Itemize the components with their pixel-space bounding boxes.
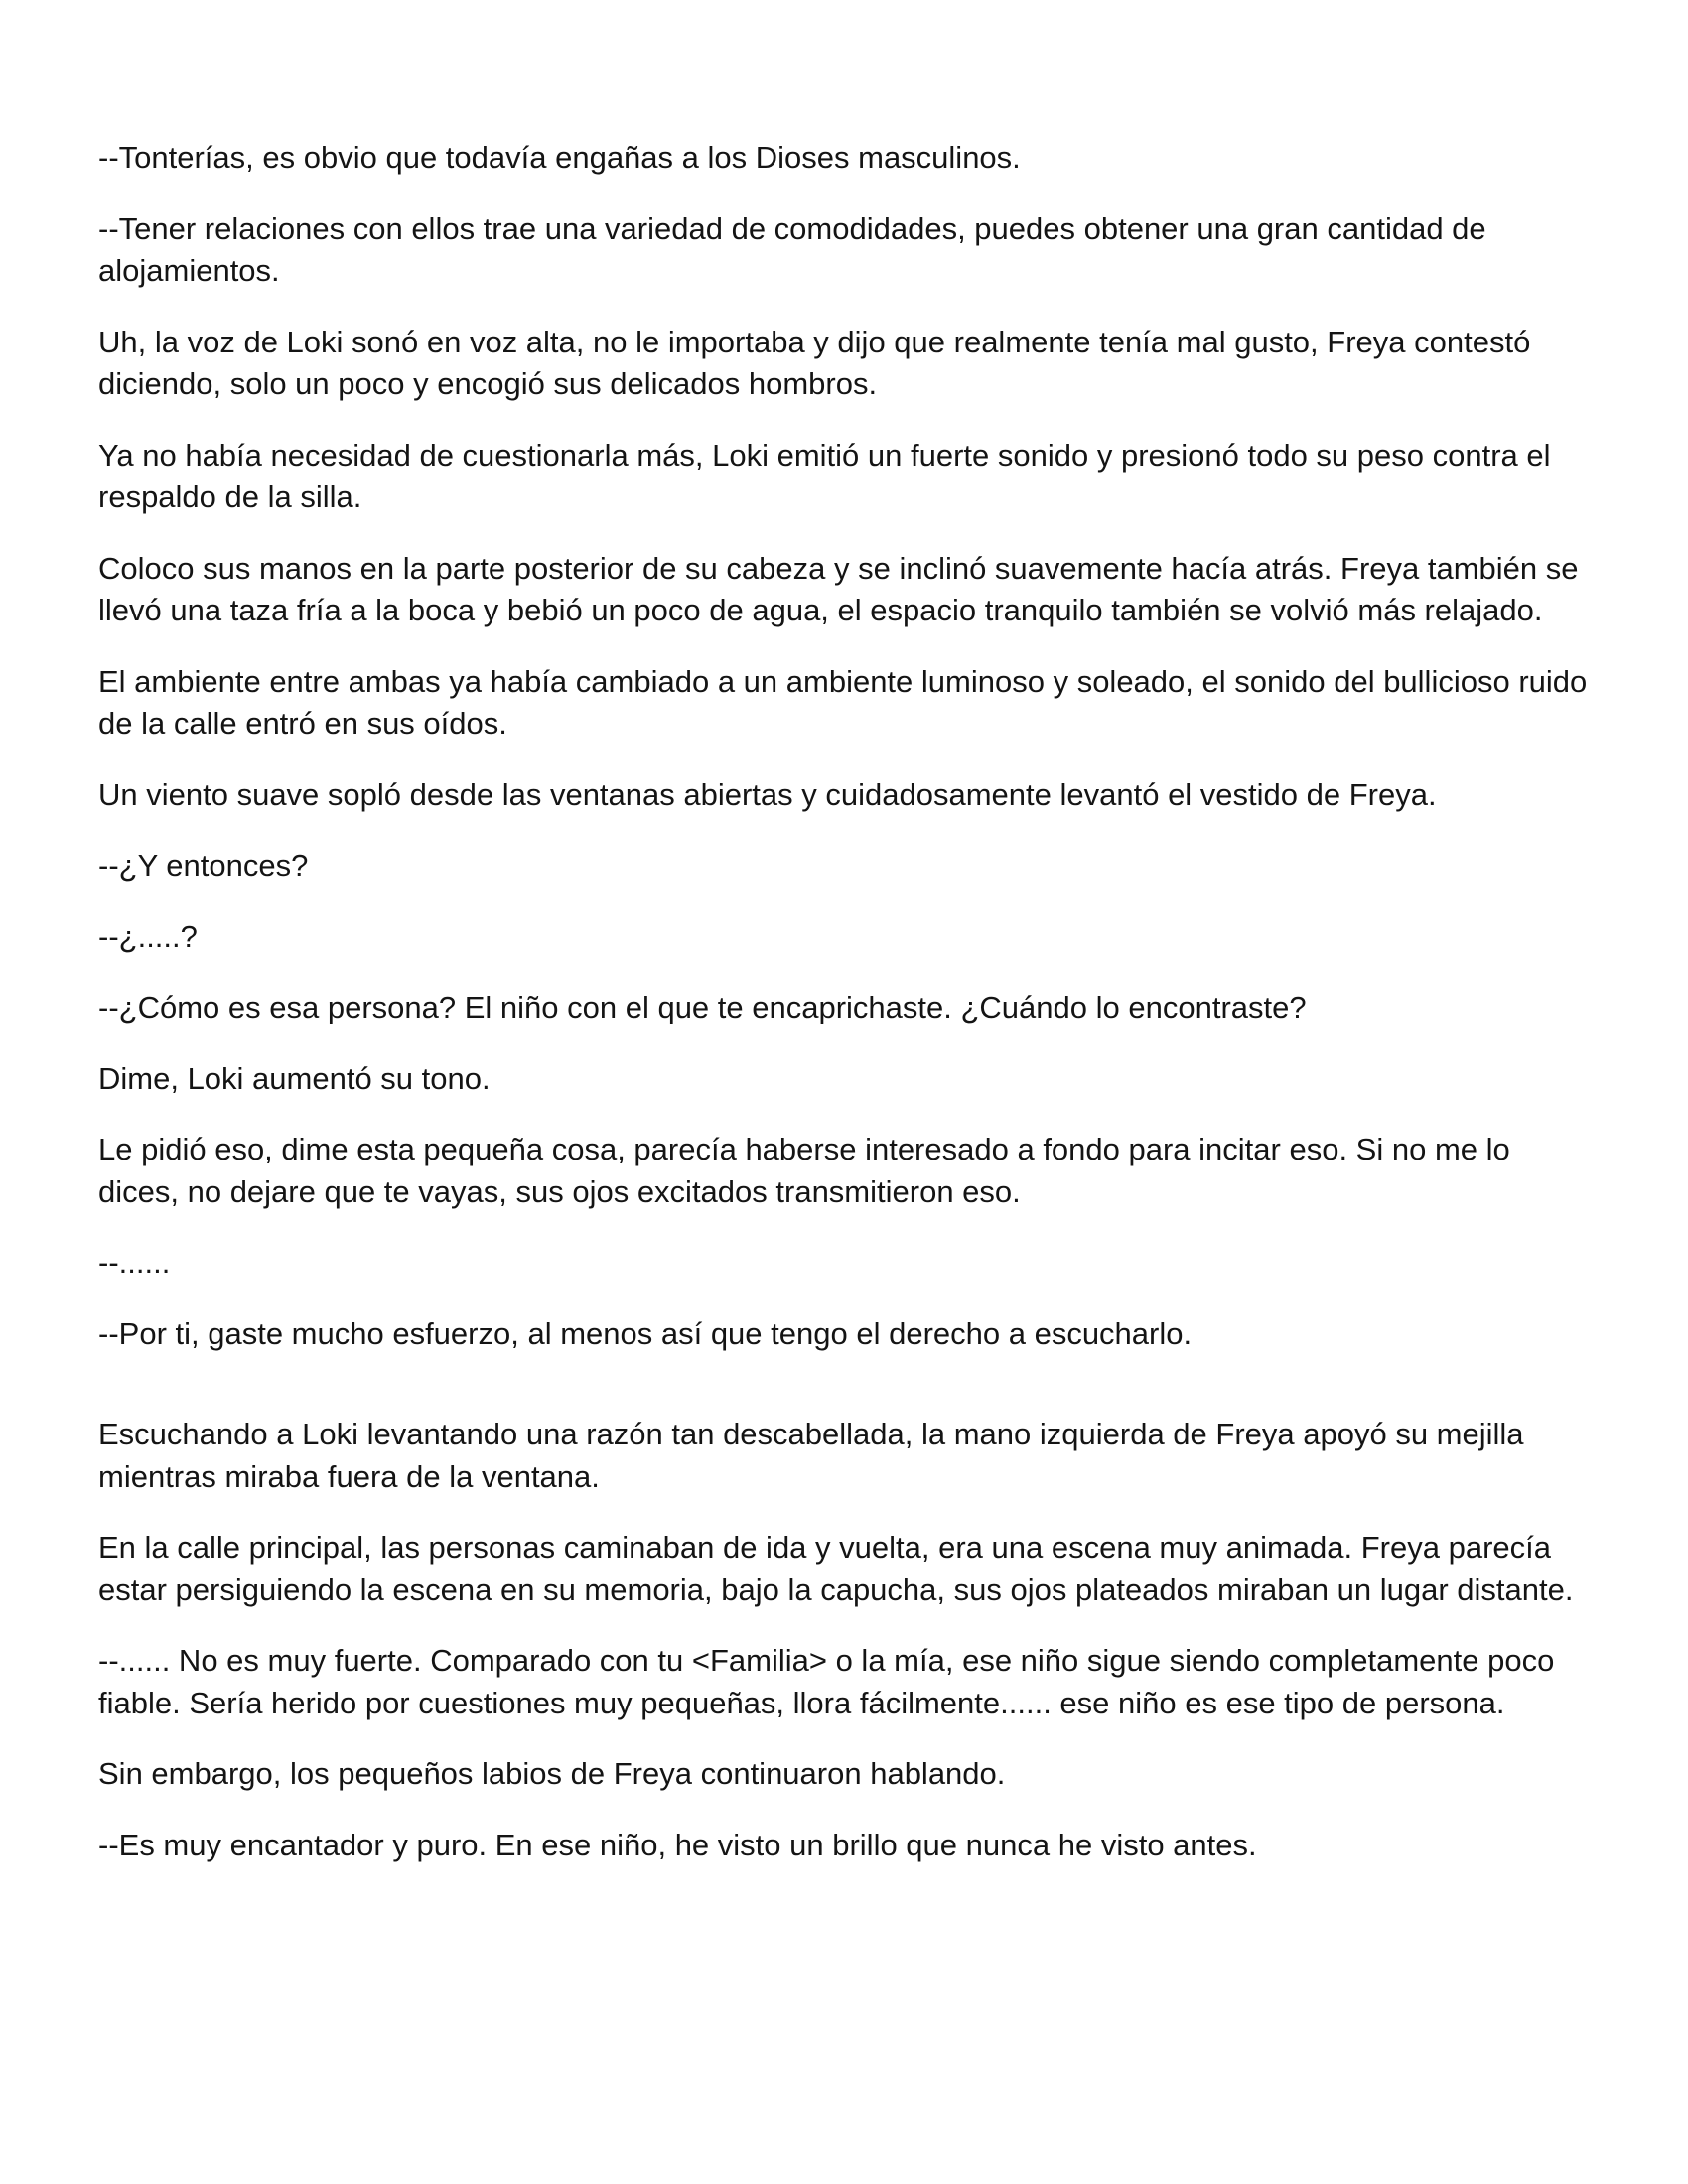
paragraph-2: --Tener relaciones con ellos trae una variedad de comodidades, puedes obtener una gran cantidad de alojamientos. [98, 210, 1486, 288]
paragraph-8: --¿Y entonces? [98, 848, 309, 883]
paragraph-6: El ambiente entre ambas ya había cambiado a un ambiente luminoso y soleado, el sonido del bullicioso ruido de la calle entró en sus oídos. [98, 663, 1588, 741]
paragraph-14: --Por ti, gaste mucho esfuerzo, al menos así que tengo el derecho a escucharlo. [98, 1315, 1193, 1351]
paragraph-15: Escuchando a Loki levantando una razón tan descabellada, la mano izquierda de Freya apoyó su mejilla mientras miraba fuera de la ventana. [98, 1417, 1524, 1494]
paragraph-10: --¿Cómo es esa persona? El niño con el que te encaprichaste. ¿Cuándo lo encontraste? [98, 990, 1307, 1024]
paragraph-1: --Tonterías, es obvio que todavía engañas a los Dioses masculinos. [98, 140, 1021, 175]
paragraph-3: Uh, la voz de Loki sonó en voz alta, no le importaba y dijo que realmente tenía mal gusto, Freya contestó diciendo, solo un poco y encogió sus delicados hombros. [98, 324, 1531, 401]
paragraph-5: Coloco sus manos en la parte posterior de su cabeza y se inclinó suavemente hacía atrás. Freya también se llevó una taza fría a la boca y bebió un poco de agua, el espacio tranquilo también se volvió más relajado. [98, 550, 1579, 627]
paragraph-12: Le pidió eso, dime esta pequeña cosa, parecía haberse interesado a fondo para incitar eso. Si no me lo dices, no dejare que te vayas, sus ojos excitados transmitieron eso. [98, 1132, 1510, 1209]
paragraph-19: --Es muy encantador y puro. En ese niño, he visto un brillo que nunca he visto antes. [98, 1827, 1257, 1862]
paragraph-13: --...... [98, 1245, 171, 1280]
paragraph-18: Sin embargo, los pequeños labios de Freya continuaron hablando. [98, 1756, 1006, 1791]
paragraph-4: Ya no había necesidad de cuestionarla más, Loki emitió un fuerte sonido y presionó todo su peso contra el respaldo de la silla. [98, 437, 1551, 514]
paragraph-9: --¿.....? [98, 918, 198, 954]
paragraph-11: Dime, Loki aumentó su tono. [98, 1060, 491, 1096]
paragraph-16: En la calle principal, las personas caminaban de ida y vuelta, era una escena muy animada. Freya parecía estar persiguiendo la escena en su memoria, bajo la capucha, sus ojos plateados miraban un lugar distante. [98, 1530, 1574, 1607]
document-body [98, 137, 1588, 1895]
paragraph-17: --...... No es muy fuerte. Comparado con tu <Familia> o la mía, ese niño sigue siendo completamente poco fiable. Sería herido por cuestiones muy pequeñas, llora fácilmente...... ese niño es ese tipo de persona. [98, 1643, 1555, 1720]
paragraph-7: Un viento suave sopló desde las ventanas abiertas y cuidadosamente levantó el vestido de Freya. [98, 776, 1437, 812]
